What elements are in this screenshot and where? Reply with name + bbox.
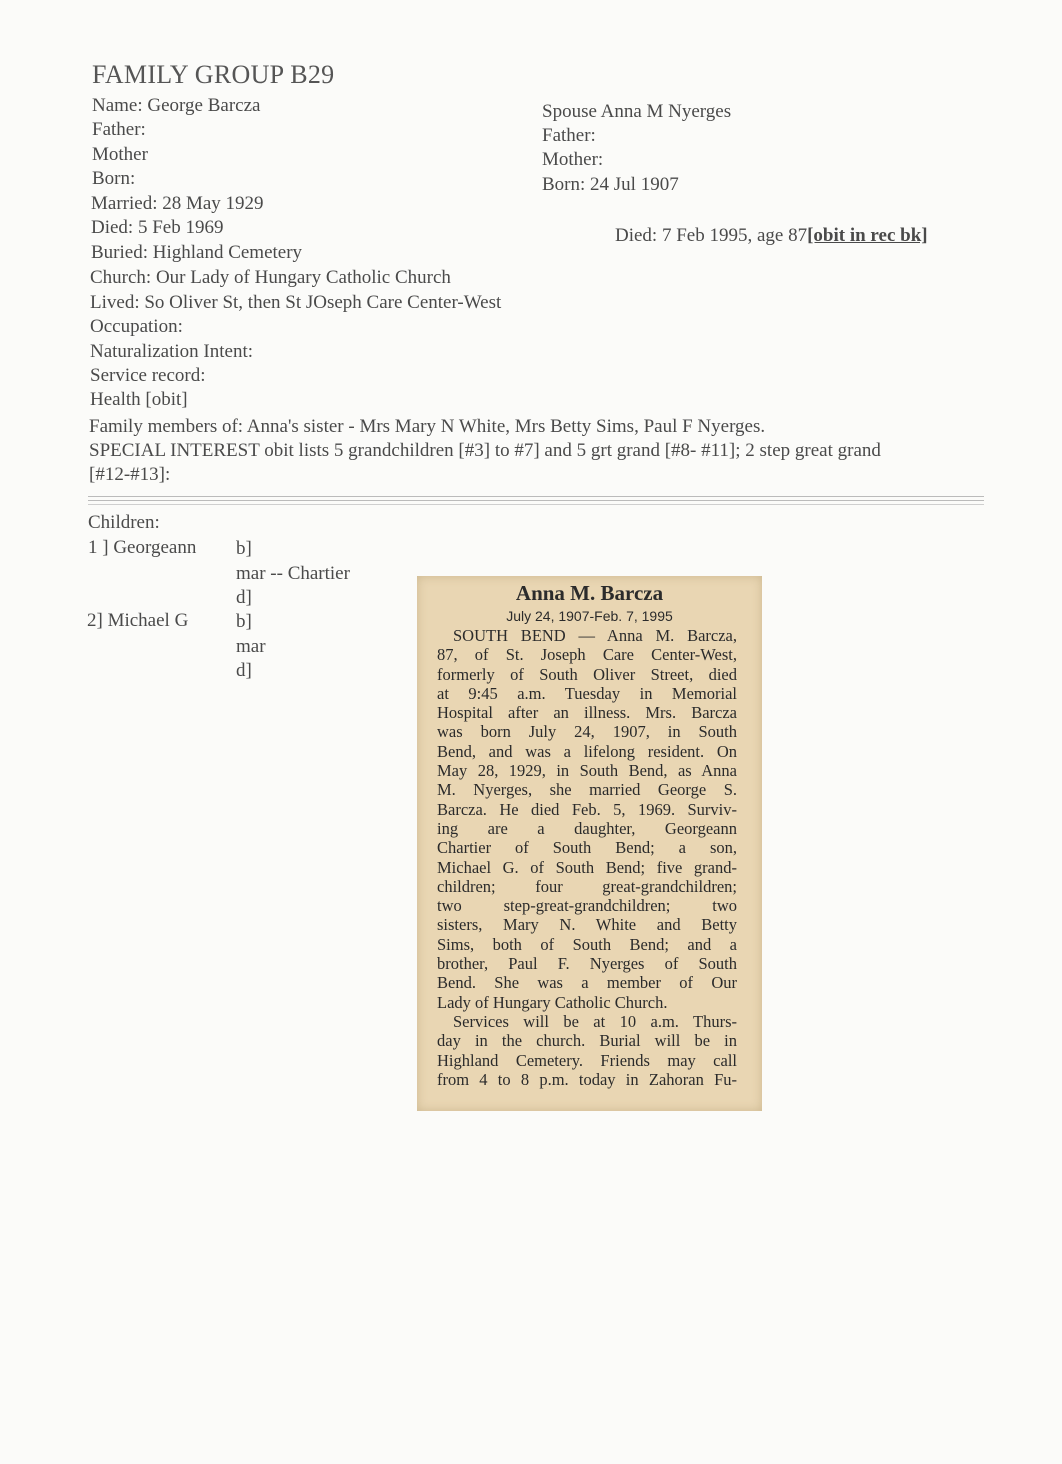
child-2-born: b] xyxy=(236,611,252,632)
obituary-line: Services will be at 10 a.m. Thurs- xyxy=(453,1011,737,1031)
obituary-line: children; four great-grandchildren; xyxy=(437,876,737,896)
obituary-line: May 28, 1929, in South Bend, as Anna xyxy=(437,761,737,781)
obituary-line: Hospital after an illness. Mrs. Barcza xyxy=(437,703,737,723)
special-interest: SPECIAL INTEREST obit lists 5 grandchildren [#3] to #7] and 5 grt grand [#8- #11]; 2 step great grand xyxy=(89,440,881,461)
separator-rule-3 xyxy=(88,504,984,505)
obituary-line: 87, of St. Joseph Care Center-West, xyxy=(437,645,737,665)
obituary-line: Lady of Hungary Catholic Church. xyxy=(437,992,668,1012)
spouse-mother: Mother: xyxy=(542,149,604,170)
child-2-name: 2] Michael G xyxy=(87,610,189,631)
husband-mother: Mother xyxy=(92,144,148,165)
husband-name: Name: George Barcza xyxy=(92,95,261,116)
spouse-name: Spouse Anna M Nyerges xyxy=(542,101,732,122)
spouse-born: Born: 24 Jul 1907 xyxy=(542,174,679,195)
husband-naturalization: Naturalization Intent: xyxy=(90,341,254,362)
obituary-body xyxy=(437,626,737,1089)
obituary-line: two step-great-grandchildren; two xyxy=(437,896,737,916)
special-interest-continued: [#12-#13]: xyxy=(89,464,171,485)
obituary-line: sisters, Mary N. White and Betty xyxy=(437,915,737,935)
obituary-line: Sims, both of South Bend; and a xyxy=(437,934,737,954)
obituary-line: day in the church. Burial will be in xyxy=(437,1031,737,1051)
obituary-clipping xyxy=(417,576,762,1111)
husband-service-record: Service record: xyxy=(90,365,206,386)
obituary-dates: July 24, 1907-Feb. 7, 1995 xyxy=(506,608,673,624)
obit-reference: [obit in rec bk] xyxy=(807,225,928,246)
separator-rule xyxy=(88,496,984,497)
child-1-died: d] xyxy=(236,587,252,608)
obituary-line: ing are a daughter, Georgeann xyxy=(437,818,737,838)
spouse-died: Died: 7 Feb 1995, age 87 xyxy=(615,225,808,246)
obituary-line: brother, Paul F. Nyerges of South xyxy=(437,954,737,974)
husband-occupation: Occupation: xyxy=(90,316,183,337)
husband-born: Born: xyxy=(92,168,136,189)
husband-died: Died: 5 Feb 1969 xyxy=(91,217,224,238)
obituary-line: Highland Cemetery. Friends may call xyxy=(437,1050,737,1070)
family-group-title: FAMILY GROUP B29 xyxy=(92,60,335,89)
children-heading: Children: xyxy=(88,512,160,533)
spouse-died-line xyxy=(615,225,928,247)
child-2-died: d] xyxy=(236,660,252,681)
child-1-name: 1 ] Georgeann xyxy=(88,537,197,558)
obituary-headline: Anna M. Barcza xyxy=(515,581,664,605)
obituary-line: formerly of South Oliver Street, died xyxy=(437,664,737,684)
separator-rule-2 xyxy=(88,500,984,501)
obituary-line: M. Nyerges, she married George S. xyxy=(437,780,737,800)
obituary-line: Barcza. He died Feb. 5, 1969. Surviv- xyxy=(437,799,737,819)
husband-church: Church: Our Lady of Hungary Catholic Church xyxy=(90,267,451,288)
husband-health: Health [obit] xyxy=(90,389,188,410)
obituary-line: Bend. She was a member of Our xyxy=(437,973,737,993)
obituary-line: from 4 to 8 p.m. today in Zahoran Fu- xyxy=(437,1069,737,1089)
obituary-line: was born July 24, 1907, in South xyxy=(437,722,737,742)
husband-married: Married: 28 May 1929 xyxy=(91,193,264,214)
obituary-line: Chartier of South Bend; a son, xyxy=(437,838,737,858)
child-1-born: b] xyxy=(236,538,252,559)
husband-buried: Buried: Highland Cemetery xyxy=(91,242,303,263)
husband-lived: Lived: So Oliver St, then St JOseph Care Center-West xyxy=(90,292,502,313)
spouse-father: Father: xyxy=(542,125,596,146)
obituary-line: SOUTH BEND — Anna M. Barcza, xyxy=(453,626,737,645)
family-members: Family members of: Anna's sister - Mrs Mary N White, Mrs Betty Sims, Paul F Nyerges. xyxy=(89,416,766,437)
child-1-married: mar -- Chartier xyxy=(236,563,350,584)
obituary-line: at 9:45 a.m. Tuesday in Memorial xyxy=(437,683,737,703)
obituary-line: Michael G. of South Bend; five grand- xyxy=(437,857,737,877)
child-2-married: mar xyxy=(236,636,266,657)
husband-father: Father: xyxy=(92,119,146,140)
obituary-line: Bend, and was a lifelong resident. On xyxy=(437,741,737,761)
